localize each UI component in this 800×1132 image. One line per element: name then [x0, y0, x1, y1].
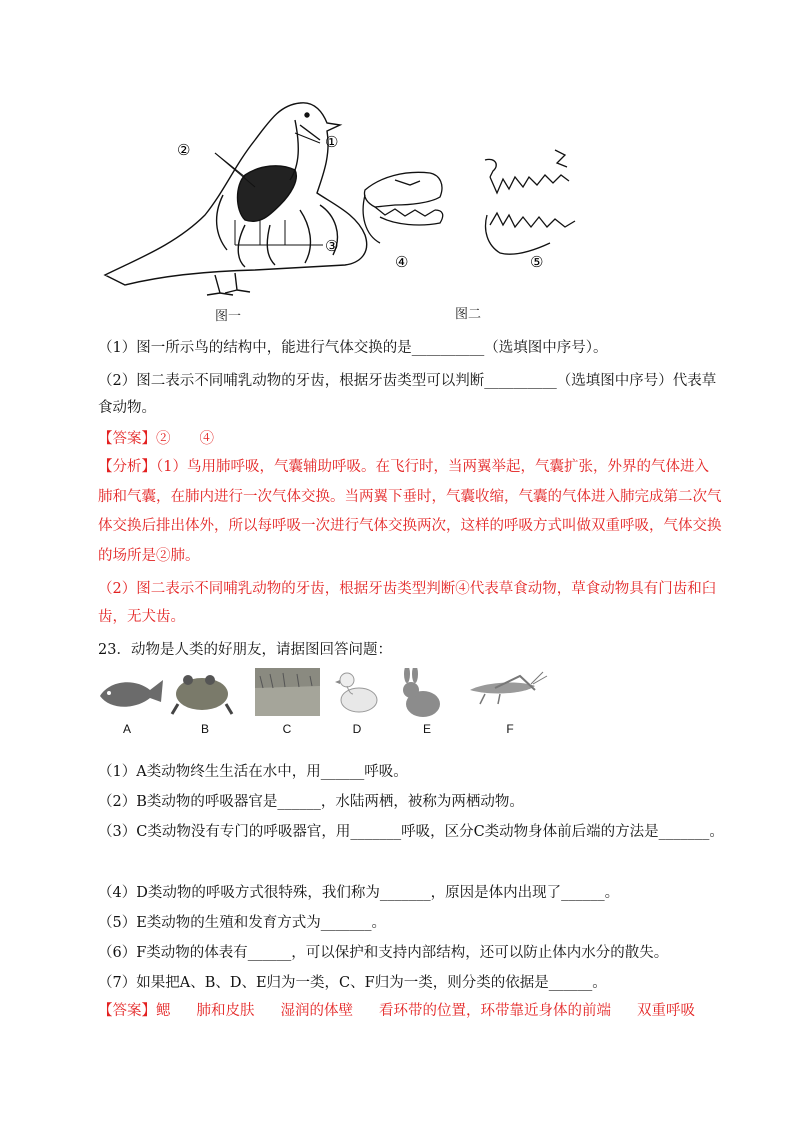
q23-item-6: （6）F类动物的体表有______，可以保护和支持内部结构，还可以防止体内水分的散失。 [98, 945, 669, 961]
q23-answer [98, 1000, 710, 1022]
answer-3: 湿润的体壁 [280, 1003, 353, 1019]
q22-item-2-line-1: （2）图二表示不同哺乳动物的牙齿，根据牙齿类型可以判断__________（选填图中序号）代表草 [98, 373, 717, 389]
animal-label-d: D [352, 722, 362, 736]
grasshopper-image [465, 668, 550, 708]
q22-analysis-line-1 [98, 456, 710, 478]
animal-label-e: E [422, 722, 431, 736]
answer-2: 肺和皮肤 [196, 1003, 255, 1019]
label-3: ③ [325, 237, 339, 255]
figure-area [95, 85, 615, 330]
teeth-5-figure [485, 150, 575, 254]
fish-image [95, 668, 165, 718]
analysis-label: 【分析】 [98, 459, 156, 475]
q22-analysis-line-5: （2）图二表示不同哺乳动物的牙齿，根据牙齿类型判断④代表草食动物，草食动物具有门齿和臼 [98, 581, 717, 597]
teeth-4-figure [363, 172, 443, 243]
label-4: ④ [395, 253, 409, 271]
answer-label: 【答案】 [98, 1003, 156, 1019]
animal-label-b: B [200, 722, 209, 736]
q22-item-1: （1）图一所示鸟的结构中，能进行气体交换的是__________（选填图中序号）。 [98, 340, 608, 356]
answer-1: 鳃 [156, 1003, 171, 1019]
answer-values: ② ④ [156, 431, 214, 447]
q23-title: 23．动物是人类的好朋友，请据图回答问题： [98, 642, 392, 658]
label-2: ② [177, 141, 191, 159]
figure-2-caption: 图二 [455, 307, 482, 322]
q22-analysis-line-2: 肺和气囊，在肺内进行一次气体交换。当两翼下垂时，气囊收缩，气囊的气体进入肺完成第二次气 [98, 489, 722, 505]
animal-images [95, 668, 555, 738]
q23-item-3: （3）C类动物没有专门的呼吸器官，用_______呼吸，区分C类动物身体前后端的方法是_______。 [98, 824, 724, 840]
bird-figure [105, 103, 367, 295]
figure-1-caption: 图一 [215, 309, 242, 324]
frog-image [170, 668, 235, 718]
answer-5: 双重呼吸 [637, 1003, 695, 1019]
q22-analysis-line-6: 齿，无犬齿。 [98, 609, 185, 625]
q22-analysis-line-4: 的场所是②肺。 [98, 548, 200, 564]
rabbit-image [395, 668, 445, 720]
q23-item-7: （7）如果把A、B、D、E归为一类，C、F归为一类，则分类的依据是______。 [98, 975, 607, 991]
label-1: ① [325, 133, 339, 151]
label-5: ⑤ [530, 253, 544, 271]
q22-answer [98, 428, 710, 450]
q23-item-4: （4）D类动物的呼吸方式很特殊，我们称为_______，原因是体内出现了______。 [98, 885, 620, 901]
answer-label: 【答案】 [98, 431, 156, 447]
answer-4: 看环带的位置，环带靠近身体的前端 [379, 1003, 611, 1019]
animal-label-c: C [282, 722, 292, 736]
earthworm-image [255, 668, 320, 716]
animal-label-a: A [122, 722, 131, 736]
bird-and-teeth-diagram [95, 85, 615, 330]
q22-item-2-line-2: 食动物。 [98, 400, 156, 416]
analysis-text: （1）鸟用肺呼吸，气囊辅助呼吸。在飞行时，当两翼举起，气囊扩张，外界的气体进入 [156, 459, 709, 475]
animal-label-f: F [506, 722, 514, 736]
q22-analysis-line-3: 体交换后排出体外，所以每呼吸一次进行气体交换两次，这样的呼吸方式叫做双重呼吸，气体交换 [98, 518, 722, 534]
q23-item-5: （5）E类动物的生殖和发育方式为_______。 [98, 915, 387, 931]
q23-item-1: （1）A类动物终生生活在水中，用______呼吸。 [98, 764, 408, 780]
q23-item-2: （2）B类动物的呼吸器官是______，水陆两栖，被称为两栖动物。 [98, 794, 524, 810]
duck-image [335, 668, 380, 718]
